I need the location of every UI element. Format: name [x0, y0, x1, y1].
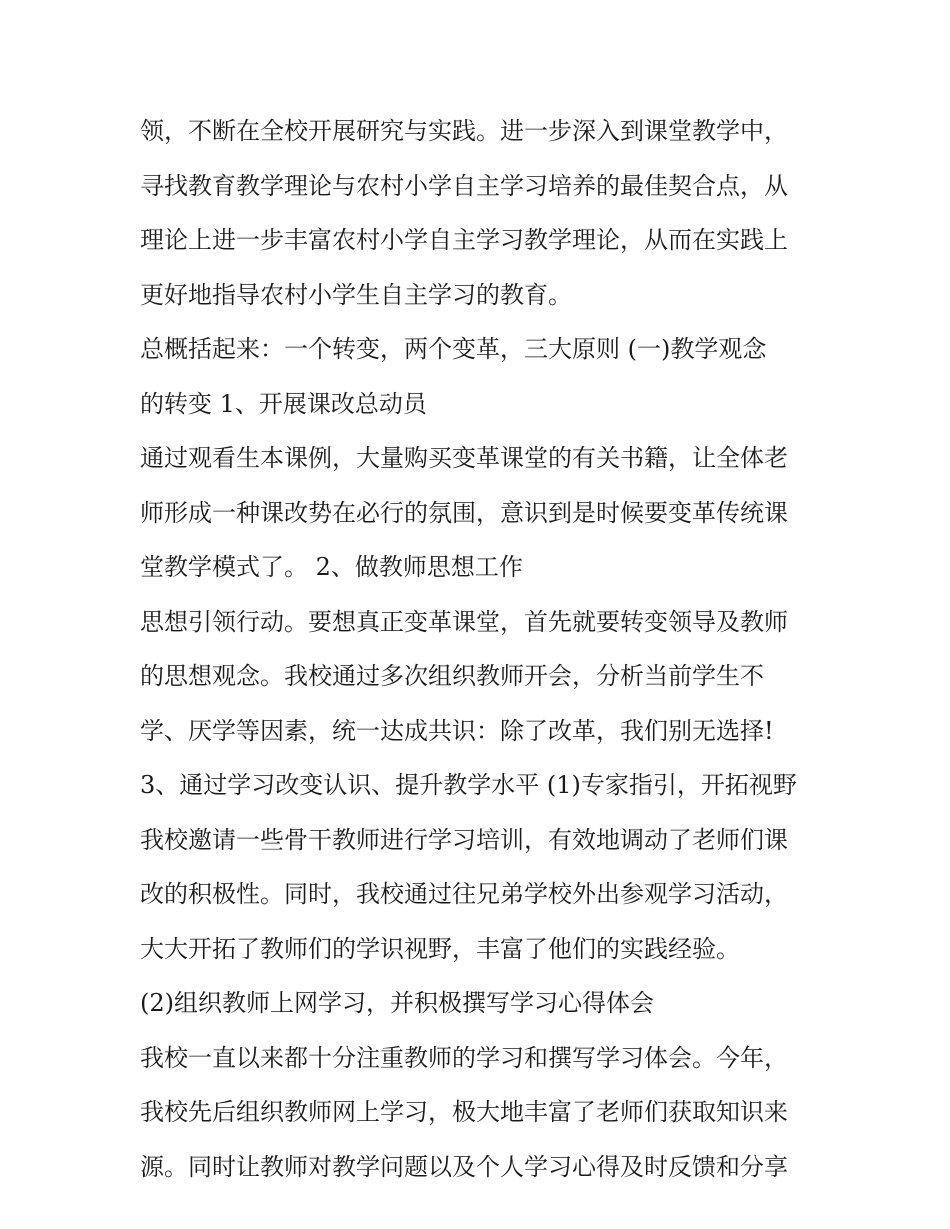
- body-text: [140, 104, 830, 1194]
- text-line: 学、厌学等因素，统一达成共识：除了改革，我们别无选择!: [140, 716, 774, 745]
- text-line: 思想引领行动。要想真正变革课堂，首先就要转变领导及教师: [140, 607, 788, 636]
- text-line: 寻找教育教学理论与农村小学自主学习培养的最佳契合点，从: [140, 171, 788, 200]
- text-line: 领，不断在全校开展研究与实践。进一步深入到课堂教学中，: [140, 117, 788, 145]
- text-line: 通过观看生本课例，大量购买变革课堂的有关书籍，让全体老: [140, 444, 788, 472]
- text-line: 我校一直以来都十分注重教师的学习和撰写学习体会。今年，: [140, 1043, 788, 1072]
- text-line: 理论上进一步丰富农村小学自主学习教学理论，从而在实践上: [140, 226, 788, 254]
- text-line: 更好地指导农村小学生自主学习的教育。: [140, 280, 572, 309]
- text-line: (2)组织教师上网学习，并积极撰写学习心得体会: [140, 989, 654, 1017]
- text-line: 3、通过学习改变认识、提升教学水平 (1)专家指引，开拓视野: [140, 771, 797, 799]
- text-line: 的转变 1、开展课改总动员: [140, 389, 427, 418]
- text-line: 堂教学模式了。 2、做教师思想工作: [140, 553, 523, 581]
- text-line: 的思想观念。我校通过多次组织教师开会，分析当前学生不: [140, 662, 764, 690]
- text-line: 源。同时让教师对教学问题以及个人学习心得及时反馈和分享: [140, 1152, 788, 1181]
- text-line: 师形成一种课改势在必行的氛围，意识到是时候要变革传统课: [140, 498, 788, 527]
- text-line: 我校邀请一些骨干教师进行学习培训，有效地调动了老师们课: [140, 825, 788, 854]
- text-line: 大大开拓了教师们的学识视野，丰富了他们的实践经验。: [140, 934, 740, 963]
- text-line: 改的积极性。同时，我校通过往兄弟学校外出参观学习活动，: [140, 880, 788, 908]
- text-line: 我校先后组织教师网上学习，极大地丰富了老师们获取知识来: [140, 1098, 788, 1126]
- text-line: 总概括起来：一个转变，两个变革，三大原则 (一)教学观念: [140, 335, 767, 363]
